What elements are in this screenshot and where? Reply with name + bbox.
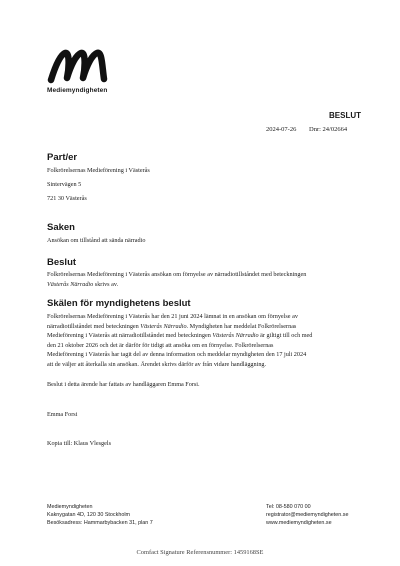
mediemyndigheten-logo-icon [47, 47, 109, 85]
section-heading-skalen: Skälen för myndighetens beslut [47, 298, 191, 309]
diary-number: Dnr: 24/02664 [309, 126, 348, 133]
footer-website[interactable]: www.mediemyndigheten.se [266, 519, 332, 526]
footer-org: Mediemyndigheten [47, 504, 93, 510]
footer-postal-address: Kaknygatan 4D, 120 30 Stockholm [47, 511, 131, 518]
decision-maker-statement: Beslut i detta ärende har fattats av handläggaren Emma Forsi. [47, 381, 200, 388]
station-name: Västerås Närradio [47, 281, 94, 288]
footer-contact [266, 504, 348, 527]
beslut-text-line2: Västerås Närradio skrivs av. [47, 281, 119, 288]
skal-line1: Folkrörelsernas Medieförening i Västerås har den 21 juni 2024 lämnat in en ansökan om förnyelse av [47, 313, 298, 320]
skal-line4: den 21 oktober 2026 och det är därför för tidigt att ansöka om en förnyelse. Folkrörelsernas [47, 341, 274, 349]
skal-line5: Medieförening i Västerås har tagit del av denna information och meddelar myndigheten den 17 juli 2024 [47, 351, 307, 358]
logo-wordmark: Mediemyndigheten [47, 87, 108, 94]
skal-line6: att de väljer att återkalla sin ansökan. Ärendet skrivs därför av från vidare handläggning. [47, 360, 267, 368]
section-heading-parter: Part/er [47, 152, 78, 163]
saken-text: Ansökan om tillstånd att sända närradio [47, 237, 146, 244]
signature-name: Emma Forsi [47, 411, 78, 418]
copy-recipient: Kopia till: Klaus Vlesgels [47, 440, 111, 447]
party-name: Folkrörelsernas Medieförening i Västerås [47, 167, 150, 174]
signature-reference: Comfact Signature Referensnummer: 1459168SE [136, 549, 264, 556]
section-heading-saken: Saken [47, 222, 75, 233]
party-postal: 721 30 Västerås [47, 195, 87, 202]
skal-line3: Medieförening i Västerås att närradiotillståndet med beteckningen Västerås Närradio är giltigt till och med [47, 332, 313, 339]
footer-visit-address: Besöksadress: Hammarbybacken 31, plan 7 [47, 519, 153, 526]
footer-phone: Tel: 08-580 070 00 [266, 504, 311, 510]
document-type: BESLUT [329, 111, 361, 120]
section-heading-beslut: Beslut [47, 257, 77, 268]
party-street: Sintervägen 5 [47, 181, 82, 188]
skal-line2: närradiotillståndet med beteckningen Västerås Närradio. Myndigheten har meddelat Folkrörelsernas [47, 322, 297, 330]
footer-address [47, 504, 153, 527]
document-date: 2024-07-26 [266, 126, 297, 133]
beslut-text-line1: Folkrörelsernas Medieförening i Västerås ansökan om förnyelse av närradiotillståndet med beteckningen [47, 271, 307, 278]
footer-email[interactable]: registrator@mediemyndigheten.se [266, 511, 349, 518]
